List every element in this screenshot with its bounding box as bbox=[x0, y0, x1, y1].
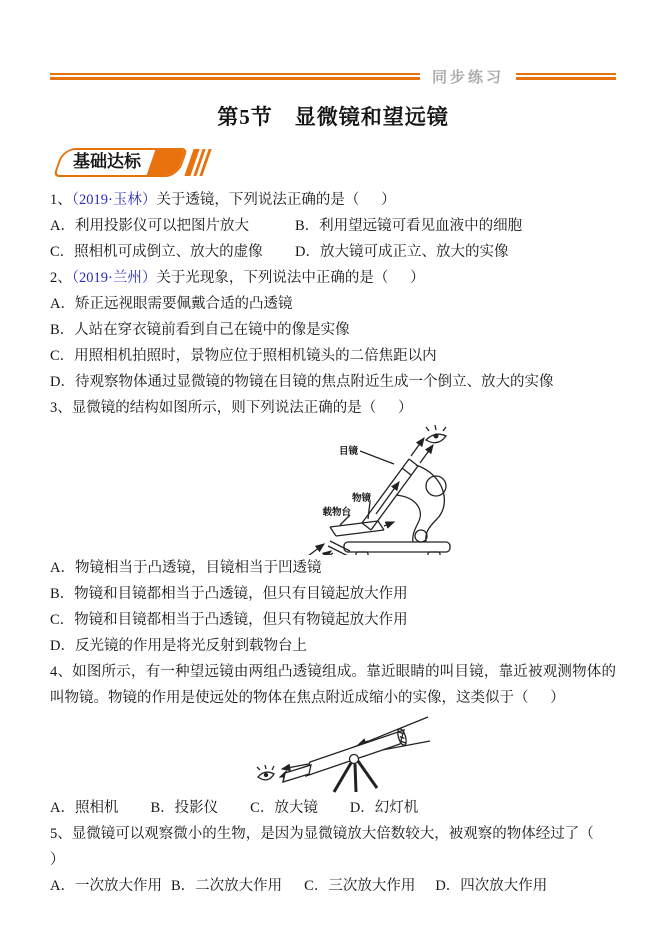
question-4-option-b: B．投影仪 bbox=[150, 800, 219, 816]
section-badge bbox=[58, 148, 616, 177]
question-5-option-c: C．三次放大作用 bbox=[304, 878, 416, 894]
header-rule-left bbox=[50, 73, 420, 80]
question-2-option-b: B．人站在穿衣镜前看到自己在镜中的像是实像 bbox=[50, 322, 350, 338]
question-4-option-c: C．放大镜 bbox=[250, 800, 318, 816]
question-5-option-b: B．二次放大作用 bbox=[170, 878, 283, 894]
page-title: 第5节 显微镜和望远镜 bbox=[217, 105, 449, 129]
telescope-figure bbox=[256, 713, 616, 793]
microscope-illustration bbox=[278, 423, 458, 555]
question-3-option-b: B．物镜和目镜都相当于凸透镜，但只有目镜起放大作用 bbox=[50, 586, 408, 602]
badge-label: 基础达标 bbox=[73, 152, 141, 171]
telescope-illustration bbox=[256, 713, 436, 793]
question-4 bbox=[50, 659, 616, 821]
question-1-options bbox=[50, 213, 616, 265]
header-rule-right bbox=[516, 73, 616, 80]
question-4-options bbox=[50, 795, 616, 821]
question-3-text: 显微镜的结构如图所示，则下列说法正确的是（ ） bbox=[71, 400, 413, 416]
badge-fill bbox=[147, 150, 186, 175]
microscope-figure bbox=[278, 423, 616, 555]
question-1-number: 1、 bbox=[50, 192, 72, 208]
question-4-option-a: A．照相机 bbox=[50, 800, 119, 816]
question-3-option-a: A．物镜相当于凸透镜，目镜相当于凹透镜 bbox=[50, 560, 322, 576]
eye-icon bbox=[426, 425, 446, 443]
question-2 bbox=[50, 265, 616, 395]
question-1-option-c: C．照相机可成倒立、放大的虚像 bbox=[50, 244, 263, 260]
question-5-option-d: D．四次放大作用 bbox=[435, 878, 548, 894]
label-objective: 物镜 bbox=[351, 493, 371, 504]
question-2-text: 关于光现象，下列说法中正确的是（ ） bbox=[156, 270, 425, 286]
question-2-cite: （2019·兰州） bbox=[71, 270, 157, 286]
question-3-option-d: D．反光镜的作用是将光反射到载物台上 bbox=[50, 638, 307, 654]
label-stage: 载物台 bbox=[322, 507, 351, 518]
question-2-stem bbox=[50, 265, 616, 291]
page-header bbox=[50, 66, 616, 87]
question-3-option-c: C．物镜和目镜都相当于凸透镜，但只有物镜起放大作用 bbox=[50, 612, 408, 628]
question-5-text: 显微镜可以观察微小的生物，是因为显微镜放大倍数较大，被观察的物体经过了（ ） bbox=[50, 826, 616, 868]
question-1-cite: （2019·玉林） bbox=[71, 192, 157, 208]
question-2-option-d: D．待观察物体通过显微镜的物镜在目镜的焦点附近生成一个倒立、放大的实像 bbox=[50, 374, 554, 390]
question-4-option-d: D．幻灯机 bbox=[349, 800, 419, 816]
header-label: 同步练习 bbox=[431, 69, 504, 86]
question-1-option-b: B．利用望远镜可看见血液中的细胞 bbox=[295, 218, 523, 234]
question-4-text: 如图所示，有一种望远镜由两组凸透镜组成。靠近眼睛的叫目镜，靠近被观测物体的叫物镜。物镜的作用是使远处的物体在焦点附近成缩小的实像，这类似于（ ） bbox=[50, 664, 617, 706]
question-5-number: 5、 bbox=[50, 826, 72, 842]
question-2-option-c: C．用照相机拍照时，景物应位于照相机镜头的二倍焦距以内 bbox=[50, 348, 437, 364]
question-2-number: 2、 bbox=[50, 270, 72, 286]
question-5-options bbox=[50, 873, 616, 899]
question-3-stem bbox=[50, 395, 616, 421]
question-1 bbox=[50, 187, 616, 265]
question-2-option-a: A．矫正远视眼需要佩戴合适的凸透镜 bbox=[50, 296, 293, 312]
question-5-stem bbox=[50, 821, 616, 873]
question-1-stem bbox=[50, 187, 616, 213]
question-1-option-a: A．利用投影仪可以把图片放大 bbox=[50, 218, 249, 234]
question-1-option-d: D．放大镜可成正立、放大的实像 bbox=[295, 244, 509, 260]
label-eyepiece: 目镜 bbox=[338, 446, 358, 457]
question-3 bbox=[50, 395, 616, 659]
question-1-text: 关于透镜，下列说法正确的是（ ） bbox=[156, 192, 396, 208]
question-4-number: 4、 bbox=[50, 664, 73, 680]
question-3-number: 3、 bbox=[50, 400, 72, 416]
question-5-option-a: A．一次放大作用 bbox=[50, 878, 162, 894]
eye-icon bbox=[257, 765, 274, 780]
question-4-stem bbox=[50, 659, 616, 711]
badge-shape bbox=[53, 148, 188, 177]
question-5 bbox=[50, 821, 616, 899]
